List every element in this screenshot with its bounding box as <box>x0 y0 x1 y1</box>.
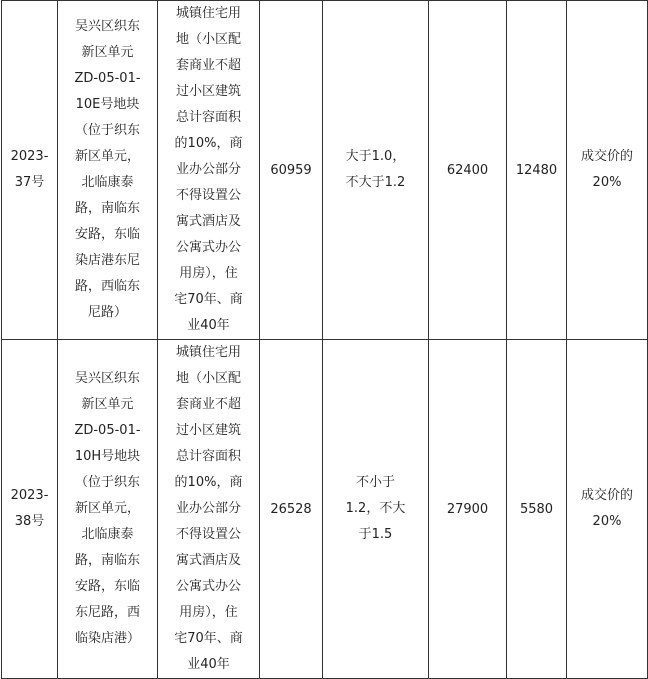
area-cell: 60959 <box>260 1 323 340</box>
land-parcel-table <box>1 0 648 679</box>
location-cell: 吴兴区织东 新区单元 ZD-05-01- 10H号地块 （位于织东 新区单元， 北临康泰 路，南临东 安路，东临 东尼路，西 临染店港） <box>58 340 158 679</box>
deposit-cell: 5580 <box>507 340 567 679</box>
usage-cell: 城镇住宅用 地（小区配 套商业不超 过小区建筑 总计容面积 的10%，商 业办公部分 不得设置公 寓式酒店及 公寓式办公 用房），住 宅70年、商 业40年 <box>158 1 260 340</box>
table-row <box>2 1 648 340</box>
start-price-cell: 62400 <box>429 1 507 340</box>
floor-area-ratio-cell: 大于1.0， 不大于1.2 <box>323 1 429 340</box>
deposit-cell: 12480 <box>507 1 567 340</box>
area-cell: 26528 <box>260 340 323 679</box>
payment-cell: 成交价的 20% <box>567 1 648 340</box>
parcel-id-cell: 2023- 38号 <box>2 340 58 679</box>
payment-cell: 成交价的 20% <box>567 340 648 679</box>
start-price-cell: 27900 <box>429 340 507 679</box>
table-row <box>2 340 648 679</box>
usage-cell: 城镇住宅用 地（小区配 套商业不超 过小区建筑 总计容面积 的10%，商 业办公部分 不得设置公 寓式酒店及 公寓式办公 用房），住 宅70年、商 业40年 <box>158 340 260 679</box>
parcel-id-cell: 2023- 37号 <box>2 1 58 340</box>
floor-area-ratio-cell: 不小于 1.2，不大 于1.5 <box>323 340 429 679</box>
location-cell: 吴兴区织东 新区单元 ZD-05-01- 10E号地块 （位于织东 新区单元， 北临康泰 路，南临东 安路，东临 染店港东尼 路，西临东 尼路） <box>58 1 158 340</box>
